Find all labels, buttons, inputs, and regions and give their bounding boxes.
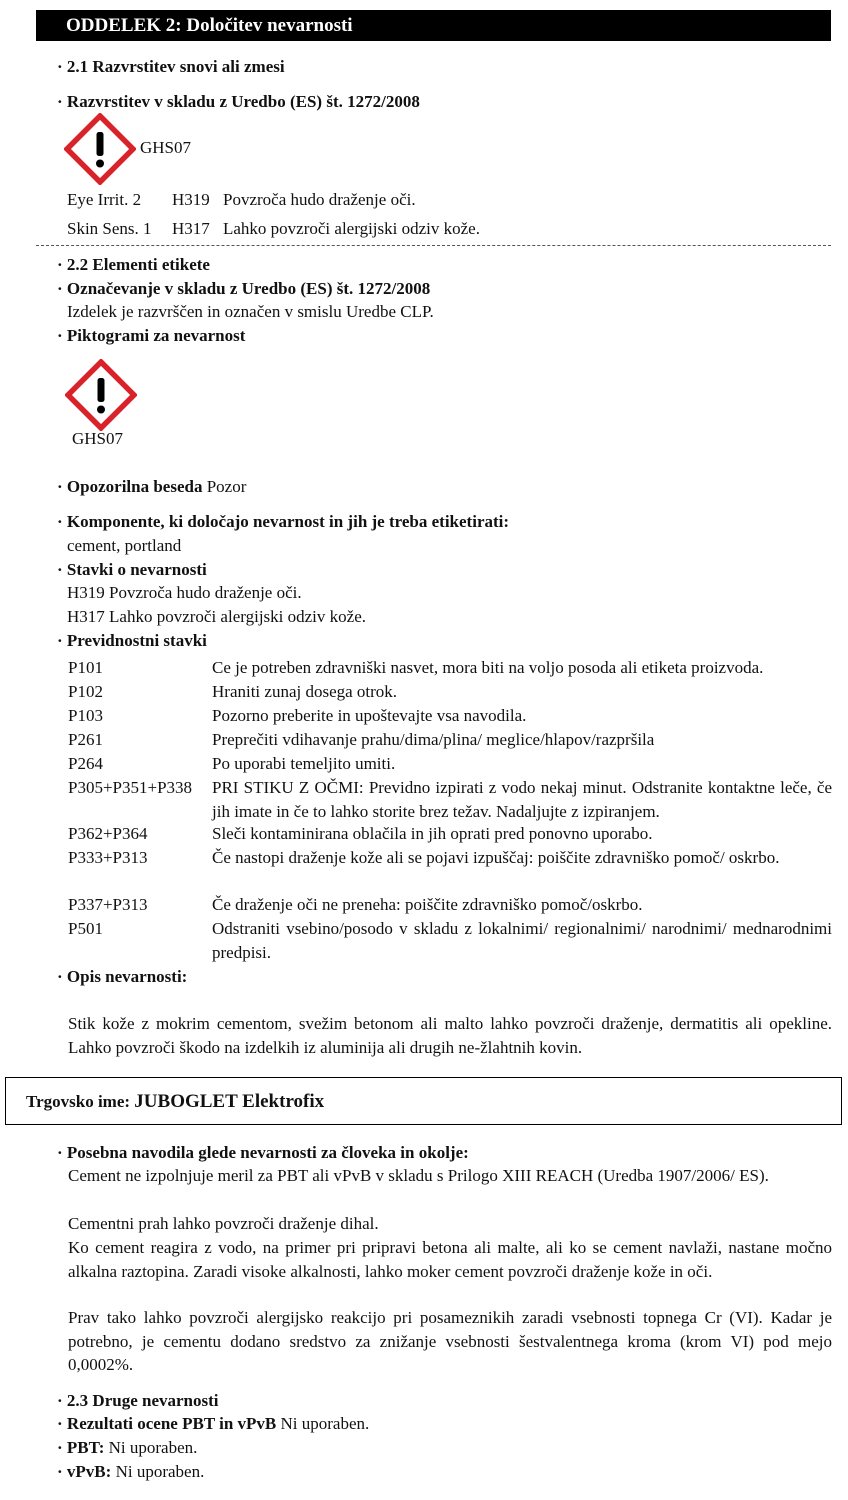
ghs07-exclamation-icon xyxy=(64,113,136,185)
precautionary-code: P333+P313 xyxy=(68,848,148,867)
precautionary-code: P103 xyxy=(68,706,103,725)
hazard-statements-heading: · Stavki o nevarnosti xyxy=(57,560,207,579)
precautionary-code: P362+P364 xyxy=(68,824,148,843)
precautionary-text: Po uporabi temeljito umiti. xyxy=(212,754,396,773)
precautionary-code: P102 xyxy=(68,682,103,701)
vpvb-row xyxy=(57,1462,204,1482)
precautionary-text: PRI STIKU Z OČMI: Previdno izpirati z vodo nekaj minut. Odstranite kontaktne leče, če jih imate in če to lahko storite brez težav. Nadaljujte z izpiranjem. xyxy=(212,778,832,821)
heading-2-1: · 2.1 Razvrstitev snovi ali zmesi xyxy=(57,57,285,76)
vpvb-label: · vPvB: xyxy=(57,1462,112,1481)
precautionary-text: Sleči kontaminirana oblačila in jih oprati pred ponovno uporabo. xyxy=(212,824,653,843)
hazard-description: Stik kože z mokrim cementom, svežim betonom ali malto lahko povzroči draženje, dermatitis ali opekline. Lahko povzroči škodo na izdelkih iz aluminija ali drugih ne-žlahtnih kovin. xyxy=(68,1014,832,1057)
trade-name-value: JUBOGLET Elektrofix xyxy=(134,1091,325,1112)
hazard-statement: H319 Povzroča hudo draženje oči. xyxy=(67,583,302,602)
pbt-results-value: Ni uporaben. xyxy=(280,1414,370,1433)
special-paragraph: Cement ne izpolnjuje meril za PBT ali vPvB v skladu s Prilogo XIII REACH (Uredba 1907/2006/ ES). xyxy=(68,1166,769,1185)
precautionary-code: P305+P351+P338 xyxy=(68,778,193,797)
signal-word-label: · Opozorilna beseda xyxy=(57,477,203,496)
trade-name xyxy=(26,1092,324,1112)
special-paragraph: Prav tako lahko povzroči alergijsko reakcijo pri posameznikih zaradi vsebnosti topnega Cr (VI). Kadar je potrebno, je cementu dodano sredstvo za znižanje vsebnosti šestvalentnega kroma (krom VI) pod mejo 0,0002%. xyxy=(68,1308,832,1374)
labelling-text: Izdelek je razvrščen in označen v smislu Uredbe CLP. xyxy=(67,302,434,321)
components-heading: · Komponente, ki določajo nevarnost in jih je treba etiketirati: xyxy=(57,512,510,531)
section-title: ODDELEK 2: Določitev nevarnosti xyxy=(66,15,353,36)
labelling-heading: · Označevanje v skladu z Uredbo (ES) št. 1272/2008 xyxy=(57,279,431,298)
trade-name-label: Trgovsko ime: xyxy=(26,1092,131,1111)
pbt-results-label: · Rezultati ocene PBT in vPvB xyxy=(57,1414,277,1433)
precautionary-text: Če draženje oči ne preneha: poiščite zdravniško pomoč/oskrbo. xyxy=(212,895,643,914)
precautionary-code: P101 xyxy=(68,658,103,677)
heading-2-3: · 2.3 Druge nevarnosti xyxy=(57,1391,219,1410)
precautionary-text: Preprečiti vdihavanje prahu/dima/plina/ meglice/hlapov/razpršila xyxy=(212,730,655,749)
heading-2-2: · 2.2 Elementi etikete xyxy=(57,255,210,274)
components-value: cement, portland xyxy=(67,536,182,555)
special-paragraph: Cementni prah lahko povzroči draženje dihal. xyxy=(68,1214,379,1233)
precautionary-code: P501 xyxy=(68,919,103,938)
section-header xyxy=(36,10,831,41)
precautionary-text: Pozorno preberite in upoštevajte vsa navodila. xyxy=(212,706,527,725)
classification-class: Eye Irrit. 2 xyxy=(67,190,142,209)
classification-heading: · Razvrstitev v skladu z Uredbo (ES) št. 1272/2008 xyxy=(57,92,420,111)
pictogram-label: GHS07 xyxy=(140,138,192,157)
precautionary-code: P261 xyxy=(68,730,103,749)
pbt-row xyxy=(57,1438,197,1458)
pbt-label: · PBT: xyxy=(57,1438,105,1457)
pbt-value: Ni uporaben. xyxy=(108,1438,198,1457)
pbt-results xyxy=(57,1414,369,1434)
precautionary-text: Odstraniti vsebino/posodo v skladu z lokalnimi/ regionalnimi/ narodnimi/ mednarodnimi predpisi. xyxy=(212,919,832,962)
precautionary-text: Hraniti zunaj dosega otrok. xyxy=(212,682,398,701)
section-divider xyxy=(36,245,831,246)
precautionary-code: P264 xyxy=(68,754,103,773)
precautionary-text: Ce je potreben zdravniški nasvet, mora biti na voljo posoda ali etiketa proizvoda. xyxy=(212,658,764,677)
classification-code: H317 xyxy=(172,219,210,238)
signal-word xyxy=(57,477,246,497)
signal-word-value: Pozor xyxy=(206,477,247,496)
special-paragraph: Ko cement reagira z vodo, na primer pri pripravi betona ali malte, ali ko se cement navlaži, nastane močno alkalna raztopina. Zaradi visoke alkalnosti, lahko moker cement povzroči draženje kože in oči. xyxy=(68,1238,832,1281)
hazard-description-heading: · Opis nevarnosti: xyxy=(57,967,188,986)
classification-class: Skin Sens. 1 xyxy=(67,219,152,238)
pictogram-label: GHS07 xyxy=(72,429,124,448)
classification-code: H319 xyxy=(172,190,210,209)
classification-text: Povzroča hudo draženje oči. xyxy=(223,190,416,209)
ghs07-exclamation-icon xyxy=(65,359,137,431)
precautionary-text: Če nastopi draženje kože ali se pojavi izpuščaj: poiščite zdravniško pomoč/ oskrbo. xyxy=(212,848,780,867)
precautionary-heading: · Previdnostni stavki xyxy=(57,631,207,650)
classification-text: Lahko povzroči alergijski odziv kože. xyxy=(223,219,480,238)
hazard-statement: H317 Lahko povzroči alergijski odziv kože. xyxy=(67,607,366,626)
trade-name-box xyxy=(5,1077,842,1125)
pictograms-heading: · Piktogrami za nevarnost xyxy=(57,326,246,345)
precautionary-code: P337+P313 xyxy=(68,895,148,914)
vpvb-value: Ni uporaben. xyxy=(115,1462,205,1481)
special-instructions-heading: · Posebna navodila glede nevarnosti za človeka in okolje: xyxy=(57,1143,469,1162)
